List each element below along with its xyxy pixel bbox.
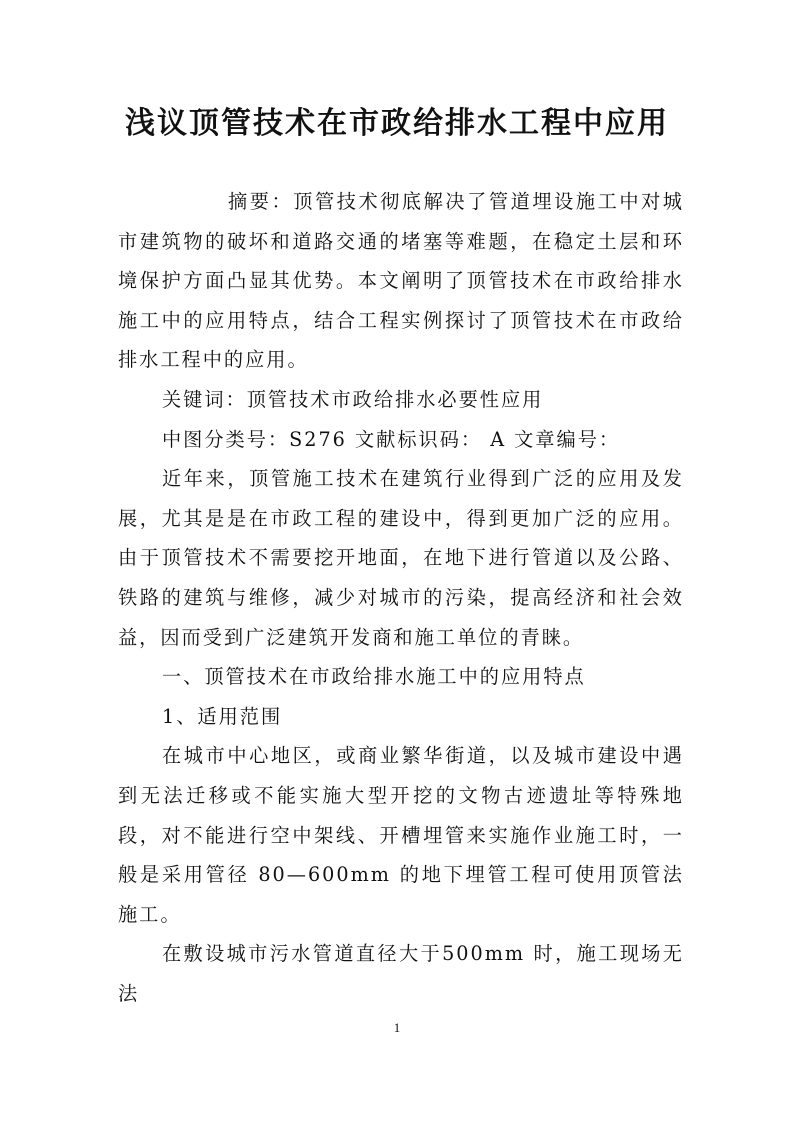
body-paragraph: 在城市中心地区，或商业繁华街道，以及城市建设中遇到无法迁移或不能实施大型开挖的文物古迹遗址等特殊地段，对不能进行空中架线、开槽埋管来实施作业施工时，一般是采用管径 80—600mm 的地下埋管工程可使用顶管法施工。 — [118, 744, 684, 926]
section-heading: 一、顶管技术在市政给排水施工中的应用特点 — [162, 665, 586, 689]
document-body — [118, 182, 684, 1013]
body-paragraph: 在敷设城市污水管道直径大于500mm 时，施工现场无法 — [118, 942, 684, 1005]
subsection-heading: 1、适用范围 — [162, 704, 283, 728]
keywords-paragraph: 关键词：顶管技术市政给排水必要性应用 — [162, 387, 544, 411]
abstract-paragraph: 摘要：顶管技术彻底解决了管道埋设施工中对城市建筑物的破坏和道路交通的堵塞等难题，在稳定土层和环境保护方面凸显其优势。本文阐明了顶管技术在市政给排水施工中的应用特点，结合工程实例探讨了顶管技术在市政给排水工程中的应用。 — [118, 190, 684, 372]
page-number: 1 — [393, 1020, 401, 1035]
classification-paragraph: 中图分类号：S276 文献标识码： A 文章编号： — [162, 427, 621, 451]
document-title: 浅议顶管技术在市政给排水工程中应用 — [125, 106, 669, 141]
intro-paragraph: 近年来，顶管施工技术在建筑行业得到广泛的应用及发展，尤其是是在市政工程的建设中，得到更加广泛的应用。由于顶管技术不需要挖开地面，在地下进行管道以及公路、铁路的建筑与维修，减少对城市的污染，提高经济和社会效益，因而受到广泛建筑开发商和施工单位的青睐。 — [118, 467, 684, 649]
